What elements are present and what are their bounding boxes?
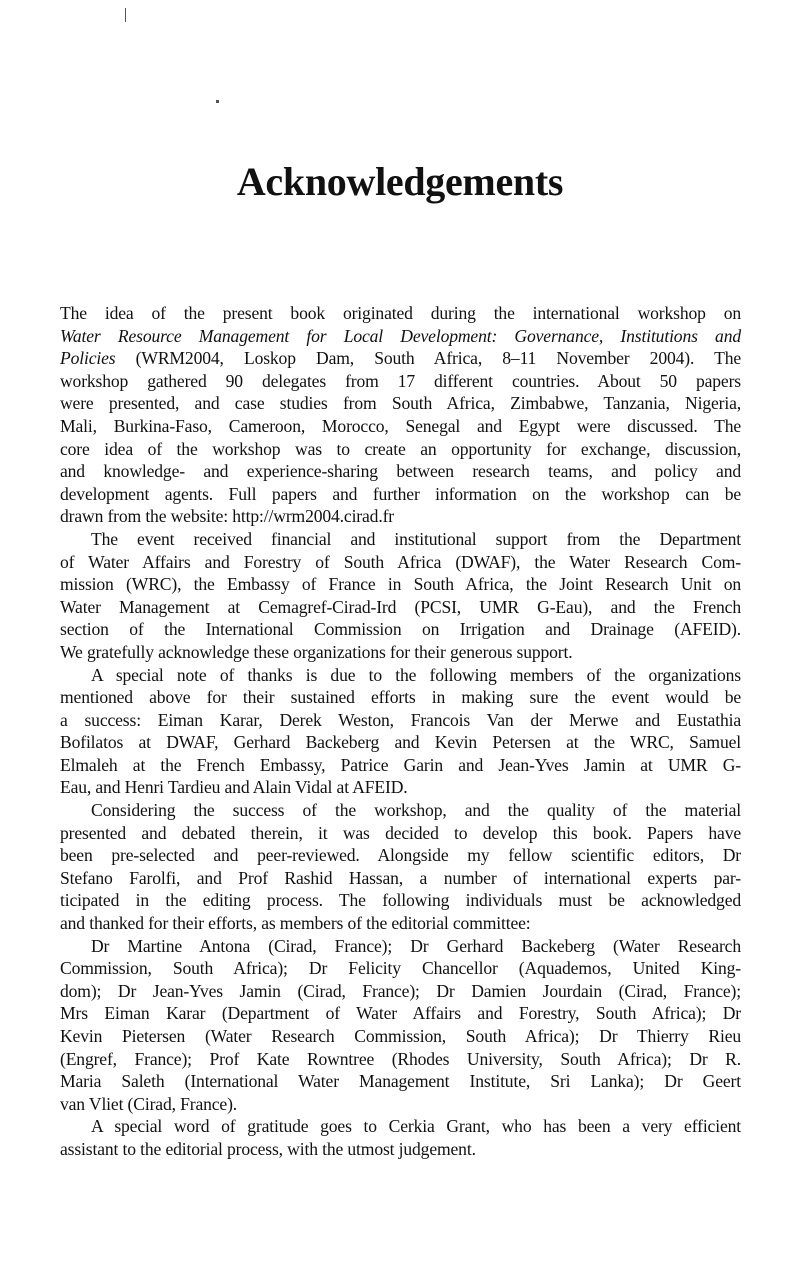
text-line: [60, 596, 741, 619]
text-segment: drawn from the website: http://wrm2004.cirad.fr: [60, 506, 394, 527]
text-segment: The idea of the present book originated during the international workshop on: [60, 303, 741, 323]
text-line: [60, 1070, 741, 1093]
text-line: [60, 957, 741, 980]
text-line: [60, 528, 741, 551]
text-segment: (Engref, France); Prof Kate Rowntree (Rhodes University, South Africa); Dr R.: [60, 1048, 741, 1069]
text-segment: (WRM2004, Loskop Dam, South Africa, 8–11 November 2004). The: [115, 348, 741, 369]
text-segment: mentioned above for their sustained efforts in making sure the event would be: [60, 687, 741, 708]
text-segment: section of the International Commission on Irrigation and Drainage (AFEID).: [60, 619, 741, 640]
text-segment: Stefano Farolfi, and Prof Rashid Hassan, a number of international experts par-: [60, 867, 741, 888]
text-segment: Kevin Pietersen (Water Research Commission, South Africa); Dr Thierry Rieu: [60, 1026, 741, 1046]
text-segment: core idea of the workshop was to create an opportunity for exchange, discussion,: [60, 438, 741, 459]
text-line: [60, 1025, 741, 1048]
text-segment: development agents. Full papers and further information on the workshop can be: [60, 483, 741, 504]
text-segment: Water Management at Cemagref-Cirad-Ird (PCSI, UMR G-Eau), and the French: [60, 596, 741, 617]
text-line: [60, 935, 741, 958]
page-title: Acknowledgements: [236, 159, 564, 204]
text-segment: Maria Saleth (International Water Management Institute, Sri Lanka); Dr Geert: [60, 1071, 741, 1092]
text-line: [60, 392, 741, 415]
text-segment: presented and debated therein, it was decided to develop this book. Papers have: [60, 822, 741, 843]
text-segment: were presented, and case studies from South Africa, Zimbabwe, Tanzania, Nigeria,: [60, 393, 741, 414]
text-segment: been pre-selected and peer-reviewed. Alongside my fellow scientific editors, Dr: [60, 845, 741, 866]
text-line: [60, 1002, 741, 1025]
text-segment: The event received financial and institutional support from the Department: [91, 528, 741, 549]
text-line: [60, 460, 741, 483]
text-line: [60, 1115, 741, 1138]
text-line: [60, 980, 741, 1003]
text-line: [60, 754, 741, 777]
text-segment: Commission, South Africa); Dr Felicity Chancellor (Aquademos, United King-: [60, 958, 741, 979]
paragraph: [60, 528, 741, 664]
italic-text: Water Resource Management for Local Development: Governance, Institutions and: [60, 325, 741, 346]
text-segment: mission (WRC), the Embassy of France in South Africa, the Joint Research Unit on: [60, 574, 741, 595]
text-segment: We gratefully acknowledge these organizations for their generous support.: [60, 641, 573, 662]
text-segment: van Vliet (Cirad, France).: [60, 1093, 238, 1114]
text-segment: Mrs Eiman Karar (Department of Water Affairs and Forestry, South Africa); Dr: [60, 1003, 741, 1024]
text-segment: Eau, and Henri Tardieu and Alain Vidal at AFEID.: [60, 777, 408, 798]
text-line: [60, 302, 741, 325]
paragraph: [60, 935, 741, 1116]
paragraph: [60, 1115, 741, 1160]
text-line: [60, 844, 741, 867]
text-segment: Mali, Burkina-Faso, Cameroon, Morocco, Senegal and Egypt were discussed. The: [60, 415, 741, 436]
text-line: [60, 664, 741, 687]
text-segment: A special word of gratitude goes to Cerkia Grant, who has been a very efficient: [91, 1116, 741, 1137]
text-line: [60, 483, 741, 506]
text-segment: and knowledge- and experience-sharing between research teams, and policy and: [60, 461, 741, 482]
text-line: [60, 776, 741, 799]
text-line: [60, 415, 741, 438]
text-line: [60, 438, 741, 461]
text-line: [60, 731, 741, 754]
text-segment: and thanked for their efforts, as members of the editorial committee:: [60, 913, 531, 934]
text-line: [60, 641, 741, 664]
text-line: [60, 912, 741, 935]
text-segment: A special note of thanks is due to the following members of the organizations: [91, 664, 741, 685]
text-line: [60, 686, 741, 709]
text-segment: dom); Dr Jean-Yves Jamin (Cirad, France); Dr Damien Jourdain (Cirad, France);: [60, 980, 741, 1001]
text-segment: a success: Eiman Karar, Derek Weston, Francois Van der Merwe and Eustathia: [60, 709, 741, 730]
text-line: [60, 618, 741, 641]
text-line: [60, 889, 741, 912]
text-segment: Elmaleh at the French Embassy, Patrice Garin and Jean-Yves Jamin at UMR G-: [60, 754, 741, 775]
text-segment: Bofilatos at DWAF, Gerhard Backeberg and Kevin Petersen at the WRC, Samuel: [60, 732, 741, 753]
text-line: [60, 1138, 741, 1161]
text-line: [60, 799, 741, 822]
italic-text: Policies: [60, 348, 116, 369]
text-segment: of Water Affairs and Forestry of South Africa (DWAF), the Water Research Com-: [60, 551, 741, 572]
scan-mark: [216, 100, 219, 103]
paragraph: [60, 664, 741, 800]
text-segment: Dr Martine Antona (Cirad, France); Dr Gerhard Backeberg (Water Research: [91, 935, 741, 956]
paragraph: [60, 302, 741, 528]
body-text: [60, 302, 741, 1161]
text-line: [60, 347, 741, 370]
text-line: [60, 822, 741, 845]
scan-mark: [125, 8, 126, 22]
text-line: [60, 551, 741, 574]
text-segment: assistant to the editorial process, with the utmost judgement.: [60, 1138, 476, 1159]
text-segment: ticipated in the editing process. The following individuals must be acknowledged: [60, 890, 741, 911]
text-line: [60, 573, 741, 596]
text-line: [60, 1048, 741, 1071]
paragraph: [60, 799, 741, 935]
text-line: [60, 370, 741, 393]
text-line: [60, 325, 741, 348]
text-line: [60, 1093, 741, 1116]
text-segment: Considering the success of the workshop, and the quality of the material: [91, 800, 741, 821]
text-segment: workshop gathered 90 delegates from 17 different countries. About 50 papers: [60, 370, 741, 391]
text-line: [60, 709, 741, 732]
text-line: [60, 867, 741, 890]
text-line: [60, 505, 741, 528]
